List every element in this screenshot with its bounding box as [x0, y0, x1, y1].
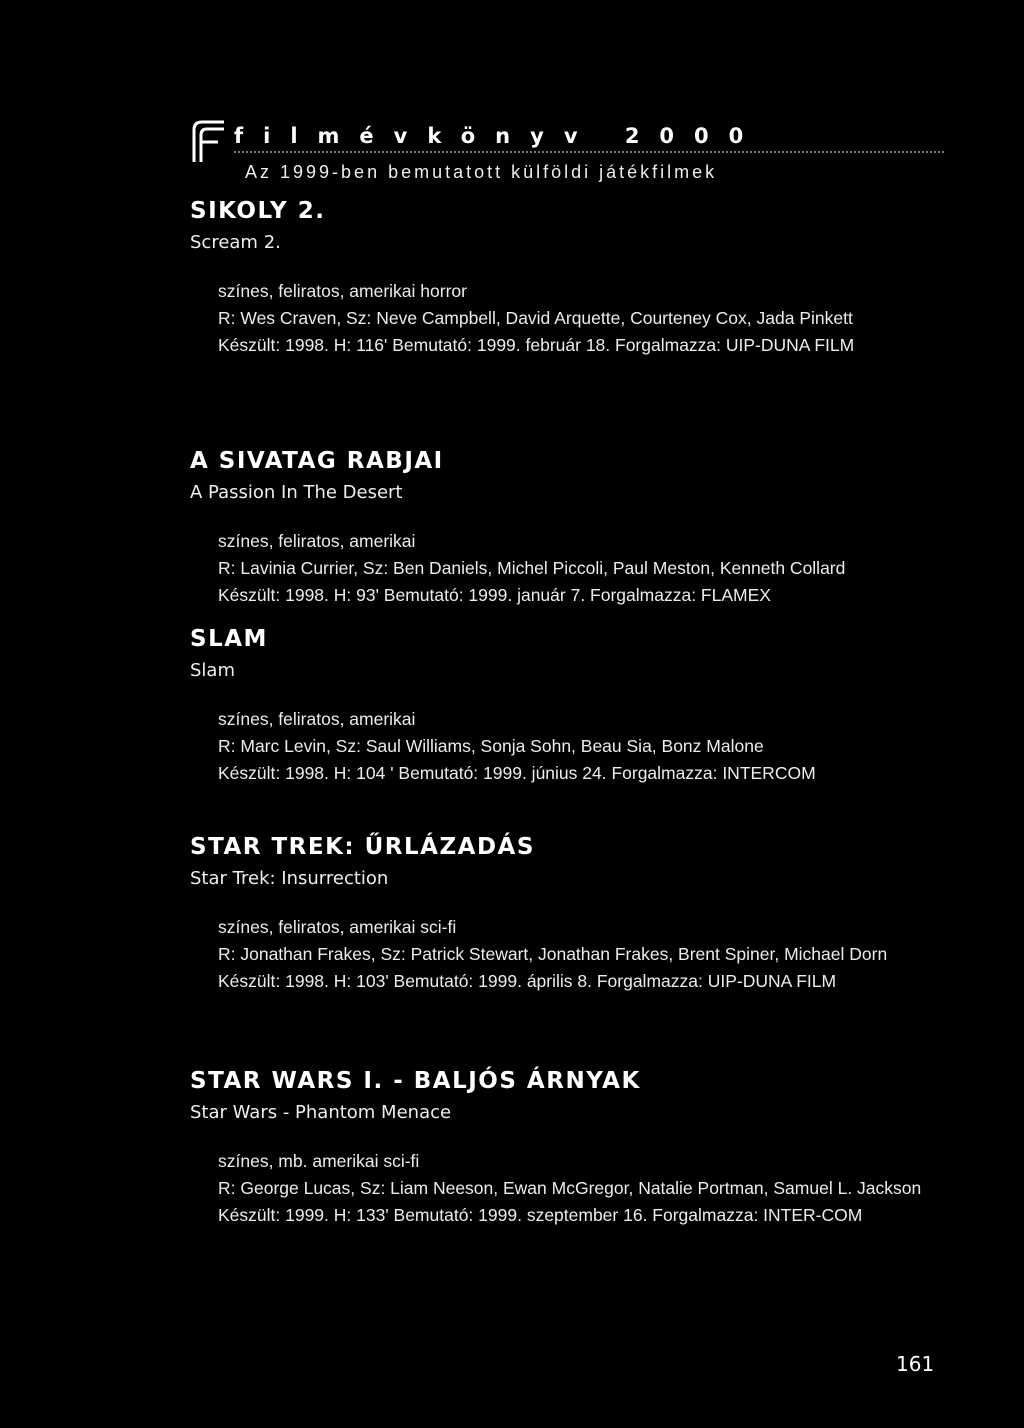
film-meta: Készült: 1998. H: 103' Bemutató: 1999. április 8. Forgalmazza: UIP-DUNA FILM: [218, 971, 837, 991]
film-original-title: Slam: [190, 660, 235, 681]
film-entry: [190, 1066, 940, 1229]
film-genre: színes, feliratos, amerikai: [218, 531, 416, 551]
film-credits: R: Marc Levin, Sz: Saul Williams, Sonja Sohn, Beau Sia, Bonz Malone: [218, 736, 764, 756]
film-meta: Készült: 1998. H: 104 ' Bemutató: 1999. június 24. Forgalmazza: INTERCOM: [218, 763, 816, 783]
header-title: filmévkönyv 2000: [234, 124, 764, 148]
film-credits: R: George Lucas, Sz: Liam Neeson, Ewan McGregor, Natalie Portman, Samuel L. Jackson: [218, 1178, 922, 1198]
film-meta: Készült: 1999. H: 133' Bemutató: 1999. szeptember 16. Forgalmazza: INTER-COM: [218, 1205, 863, 1225]
film-original-title: Star Wars - Phantom Menace: [190, 1102, 452, 1123]
film-genre: színes, feliratos, amerikai horror: [218, 281, 467, 301]
film-original-title: Star Trek: Insurrection: [190, 868, 389, 889]
film-original-title: A Passion In The Desert: [190, 482, 403, 503]
film-title: A SIVATAG RABJAI: [190, 448, 444, 474]
filmevkonyv-logo-icon: [190, 118, 226, 164]
film-entry: [190, 446, 940, 609]
film-original-title: Scream 2.: [190, 232, 281, 253]
page-number: 161: [896, 1352, 935, 1376]
film-credits: R: Jonathan Frakes, Sz: Patrick Stewart, Jonathan Frakes, Brent Spiner, Michael Dorn: [218, 944, 888, 964]
film-entry: [190, 624, 940, 787]
film-title: SLAM: [190, 626, 268, 652]
film-meta: Készült: 1998. H: 116' Bemutató: 1999. február 18. Forgalmazza: UIP-DUNA FILM: [218, 335, 855, 355]
film-title: STAR TREK: ŰRLÁZADÁS: [190, 834, 535, 860]
film-title: SIKOLY 2.: [190, 198, 326, 224]
film-credits: R: Lavinia Currier, Sz: Ben Daniels, Michel Piccoli, Paul Meston, Kenneth Collard: [218, 558, 846, 578]
film-genre: színes, mb. amerikai sci-fi: [218, 1151, 420, 1171]
page-header: [190, 118, 950, 188]
film-genre: színes, feliratos, amerikai sci-fi: [218, 917, 457, 937]
film-entry: [190, 832, 940, 995]
header-dotted-rule: [234, 151, 944, 155]
film-entry: [190, 196, 940, 359]
header-subtitle: Az 1999-ben bemutatott külföldi játékfilmek: [245, 162, 718, 182]
film-meta: Készült: 1998. H: 93' Bemutató: 1999. január 7. Forgalmazza: FLAMEX: [218, 585, 771, 605]
film-title: STAR WARS I. - BALJÓS ÁRNYAK: [190, 1068, 641, 1094]
film-genre: színes, feliratos, amerikai: [218, 709, 416, 729]
film-credits: R: Wes Craven, Sz: Neve Campbell, David Arquette, Courteney Cox, Jada Pinkett: [218, 308, 853, 328]
